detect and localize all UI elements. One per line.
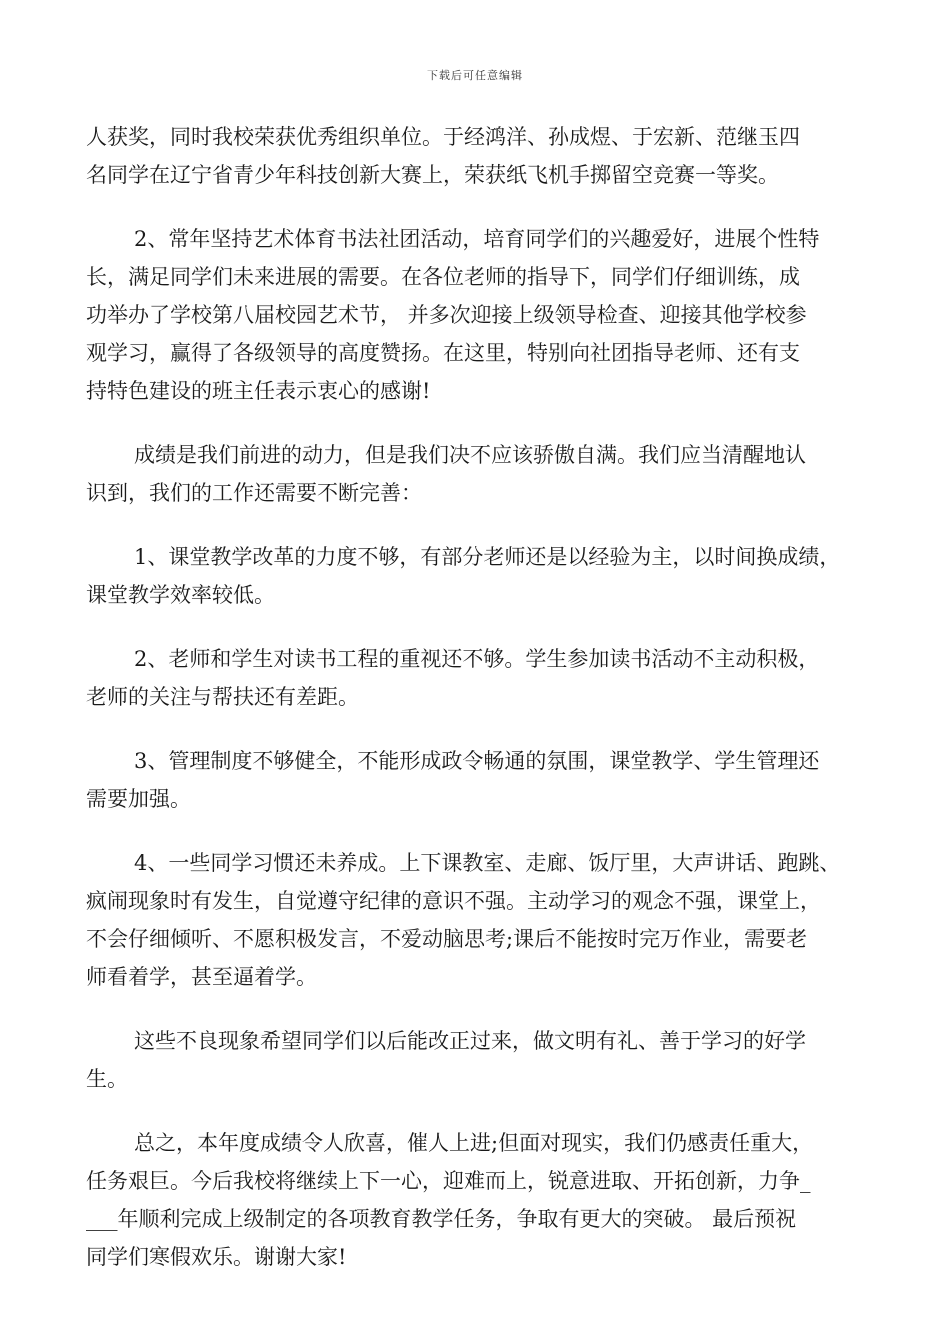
paragraph-conclusion <box>86 1124 880 1276</box>
text-line: 疯闹现象时有发生，自觉遵守纪律的意识不强。主动学习的观念不强，课堂上， <box>86 889 821 913</box>
page-header: 下载后可任意编辑 <box>427 69 523 82</box>
text-line: 持特色建设的班主任表示衷心的感谢! <box>86 379 431 403</box>
text-line: 生。 <box>86 1067 128 1091</box>
text-line: 1、课堂教学改革的力度不够，有部分老师还是以经验为主，以时间换成绩， <box>134 545 841 569</box>
paragraph-award-continuation <box>86 118 880 194</box>
text-line: 成绩是我们前进的动力，但是我们决不应该骄傲自满。我们应当清醒地认 <box>134 443 806 467</box>
text-line: 3、管理制度不够健全，不能形成政令畅通的氛围，课堂教学、学生管理还 <box>134 749 820 773</box>
paragraph-issue-1 <box>86 538 880 614</box>
paragraph-issue-4 <box>86 844 880 996</box>
text-line: 不会仔细倾听、不愿积极发言，不爱动脑思考;课后不能按时完万作业，需要老 <box>86 927 808 951</box>
paragraph-issue-2 <box>86 640 880 716</box>
text-line: 总之，本年度成绩令人欣喜，催人上进;但面对现实，我们仍感责任重大， <box>134 1131 814 1155</box>
text-line: ___年顺利完成上级制定的各项教育教学任务，争取有更大的突破。 最后预祝 <box>86 1207 797 1231</box>
text-line: 这些不良现象希望同学们以后能改正过来，做文明有礼、善于学习的好学 <box>134 1029 806 1053</box>
text-line: 老师的关注与帮扶还有差距。 <box>86 685 359 709</box>
text-line: 名同学在辽宁省青少年科技创新大赛上，荣获纸飞机手掷留空竞赛一等奖。 <box>86 163 779 187</box>
text-line: 人获奖，同时我校荣获优秀组织单位。于经鸿洋、孙成煜、于宏新、范继玉四 <box>86 125 800 149</box>
text-line: 2、常年坚持艺术体育书法社团活动，培育同学们的兴趣爱好，进展个性特 <box>134 227 820 251</box>
text-line: 任务艰巨。今后我校将继续上下一心，迎难而上，锐意进取、开拓创新，力争_ <box>86 1169 811 1193</box>
text-line: 长，满足同学们未来进展的需要。在各位老师的指导下，同学们仔细训练，成 <box>86 265 800 289</box>
text-line: 识到，我们的工作还需要不断完善： <box>86 481 422 505</box>
text-line: 观学习，赢得了各级领导的高度赞扬。在这里，特别向社团指导老师、还有支 <box>86 341 800 365</box>
text-line: 需要加强。 <box>86 787 191 811</box>
paragraph-art-activities <box>86 220 880 410</box>
paragraph-achievements-intro <box>86 436 880 512</box>
text-line: 4、一些同学习惯还未养成。上下课教室、走廊、饭厅里，大声讲话、跑跳、 <box>134 851 841 875</box>
text-line: 课堂教学效率较低。 <box>86 583 275 607</box>
document-body <box>86 118 880 1302</box>
text-line: 2、老师和学生对读书工程的重视还不够。学生参加读书活动不主动积极， <box>134 647 820 671</box>
paragraph-hope <box>86 1022 880 1098</box>
text-line: 师看着学，甚至逼着学。 <box>86 965 317 989</box>
paragraph-issue-3 <box>86 742 880 818</box>
text-line: 功举办了学校第八届校园艺术节， 并多次迎接上级领导检查、迎接其他学校参 <box>86 303 807 327</box>
text-line: 同学们寒假欢乐。谢谢大家! <box>86 1245 347 1269</box>
